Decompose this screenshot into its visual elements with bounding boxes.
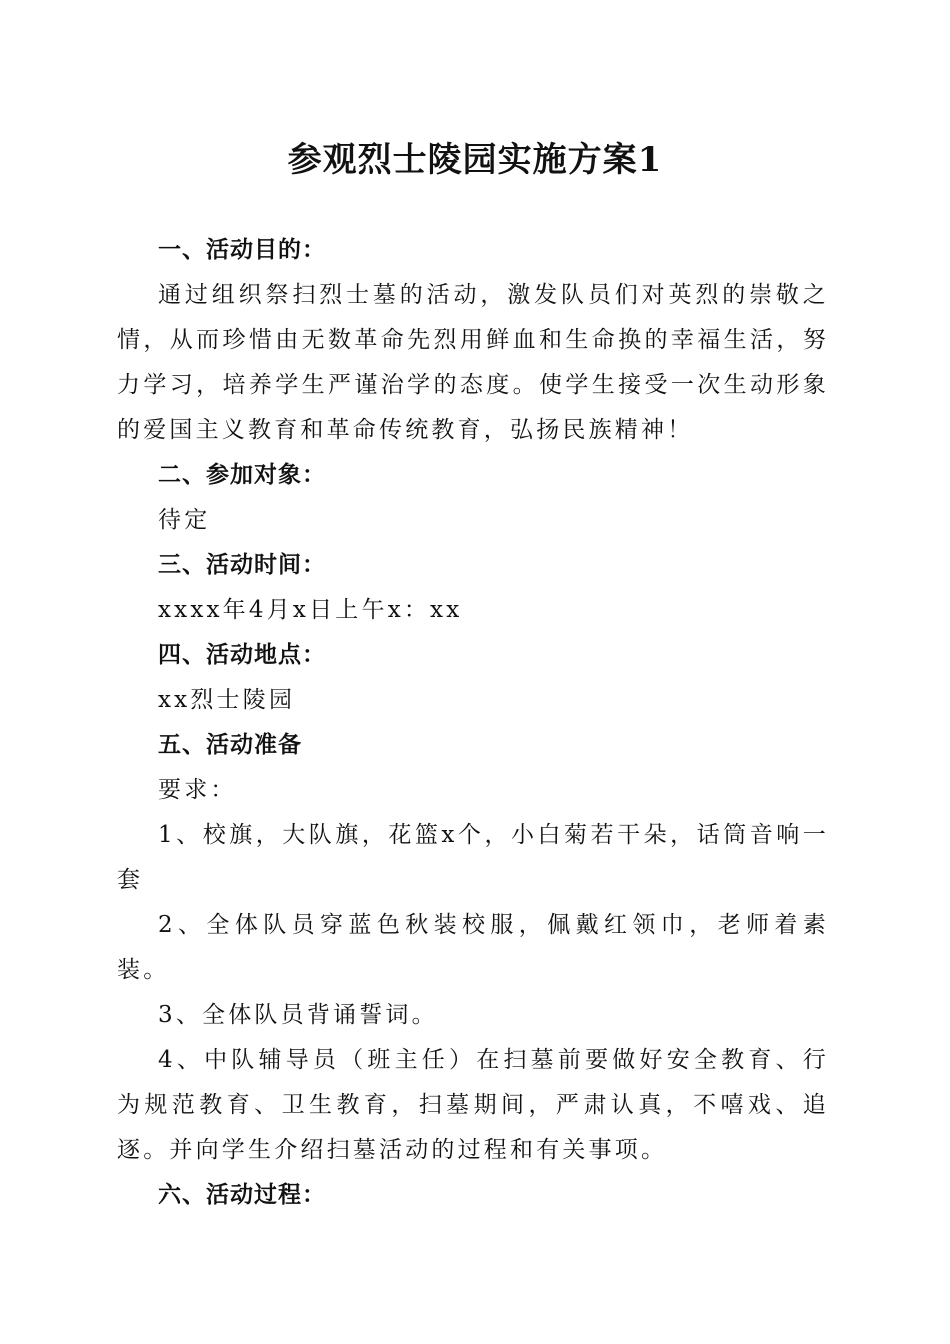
section-paragraph: 1、校旗，大队旗，花篮x个，小白菊若干朵，话筒音响一套 (117, 822, 829, 893)
section-heading-location: 四、活动地点： (158, 642, 326, 668)
section-paragraph: 2、全体队员穿蓝色秋装校服，佩戴红领巾，老师着素装。 (117, 912, 829, 983)
section-paragraph: xxxx年4月x日上午x：xx (158, 597, 463, 623)
document-body (117, 228, 829, 1218)
section-paragraph: 要求： (158, 777, 237, 803)
section-heading-time: 三、活动时间： (158, 552, 326, 578)
section-paragraph: 通过组织祭扫烈士墓的活动，激发队员们对英烈的崇敬之情，从而珍惜由无数革命先烈用鲜血和生命换的幸福生活，努力学习，培养学生严谨治学的态度。使学生接受一次生动形象的爱国主义教育和革命传统教育，弘扬民族精神！ (117, 282, 829, 443)
section-heading-participants: 二、参加对象： (158, 462, 326, 488)
section-paragraph: xx烈士陵园 (158, 687, 296, 713)
page-title: 参观烈士陵园实施方案1 (287, 140, 663, 180)
section-heading-preparation: 五、活动准备 (158, 732, 302, 758)
section-heading-purpose: 一、活动目的： (158, 237, 326, 263)
section-paragraph: 4、中队辅导员（班主任）在扫墓前要做好安全教育、行为规范教育、卫生教育，扫墓期间，严肃认真，不嘻戏、追逐。并向学生介绍扫墓活动的过程和有关事项。 (117, 1047, 829, 1163)
section-paragraph: 3、全体队员背诵誓词。 (158, 1002, 438, 1028)
section-heading-process: 六、活动过程： (158, 1182, 326, 1208)
section-paragraph: 待定 (158, 507, 211, 533)
